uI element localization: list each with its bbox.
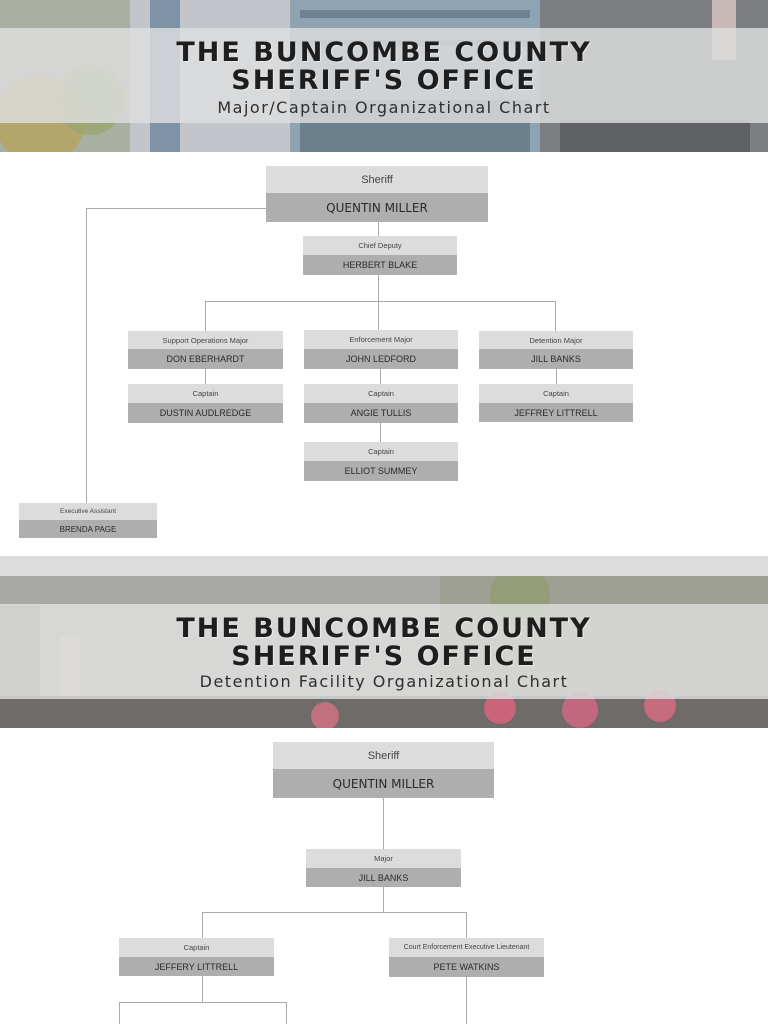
node-role: Support Operations Major (128, 331, 283, 349)
node-role: Enforcement Major (304, 330, 458, 349)
node-major (306, 849, 461, 887)
node-role: Captain (479, 384, 633, 403)
connector (205, 369, 206, 384)
title-strip (0, 604, 768, 699)
node-role: Chief Deputy (303, 236, 457, 255)
title-strip (0, 28, 768, 123)
node-sheriff (266, 166, 488, 222)
connector (119, 1002, 287, 1003)
header-banner-major-captain (0, 0, 768, 152)
connector (380, 369, 381, 384)
node-role: Captain (119, 938, 274, 957)
connector (202, 976, 203, 1002)
banner-subtitle: Detention Facility Organizational Chart (199, 672, 569, 691)
node-role: Captain (128, 384, 283, 403)
banner-title-line2: SHERIFF'S OFFICE (231, 65, 537, 96)
node-role: Captain (304, 442, 458, 461)
node-name: HERBERT BLAKE (303, 255, 457, 275)
connector (556, 369, 557, 384)
node-support-major (128, 331, 283, 369)
node-name: JOHN LEDFORD (304, 349, 458, 369)
connector (555, 301, 556, 331)
connector (119, 1002, 120, 1024)
connector (383, 798, 384, 849)
node-role: Sheriff (273, 742, 494, 769)
node-role: Court Enforcement Executive Lieutenant (389, 938, 544, 957)
banner-title-line1: THE BUNCOMBE COUNTY (176, 613, 592, 644)
connector (378, 222, 379, 236)
connector (466, 912, 467, 938)
node-executive-assistant (19, 503, 157, 538)
node-captain-2 (119, 938, 274, 976)
node-name: JEFFREY LITTRELL (479, 403, 633, 422)
node-name: QUENTIN MILLER (266, 193, 488, 222)
banner-title-line2: SHERIFF'S OFFICE (231, 641, 537, 672)
node-captain-enforcement-2 (304, 442, 458, 481)
node-detention-major (479, 331, 633, 369)
connector (86, 208, 266, 209)
node-role: Detention Major (479, 331, 633, 349)
node-name: JILL BANKS (479, 349, 633, 369)
node-name: ANGIE TULLIS (304, 403, 458, 423)
node-name: JILL BANKS (306, 868, 461, 887)
node-name: QUENTIN MILLER (273, 769, 494, 798)
connector (286, 1002, 287, 1024)
node-enforcement-major (304, 330, 458, 369)
connector (383, 887, 384, 912)
section-divider (0, 556, 768, 576)
node-name: DON EBERHARDT (128, 349, 283, 369)
connector (380, 423, 381, 442)
node-name: DUSTIN AUDLREDGE (128, 403, 283, 423)
connector (378, 275, 379, 330)
connector (205, 301, 556, 302)
connector (202, 912, 467, 913)
node-role: Captain (304, 384, 458, 403)
node-captain-detention (479, 384, 633, 422)
node-court-enforcement (389, 938, 544, 977)
node-role: Executive Assistant (19, 503, 157, 520)
node-captain-support (128, 384, 283, 423)
node-chief-deputy (303, 236, 457, 275)
connector (466, 976, 467, 1024)
connector (205, 301, 206, 331)
node-name: JEFFERY LITTRELL (119, 957, 274, 976)
node-name: ELLIOT SUMMEY (304, 461, 458, 481)
header-banner-detention (0, 576, 768, 728)
node-role: Sheriff (266, 166, 488, 193)
banner-subtitle: Major/Captain Organizational Chart (217, 98, 551, 117)
banner-title-line1: THE BUNCOMBE COUNTY (176, 37, 592, 68)
connector (86, 208, 87, 503)
connector (202, 912, 203, 938)
node-role: Major (306, 849, 461, 868)
node-captain-enforcement-1 (304, 384, 458, 423)
node-name: PETE WATKINS (389, 957, 544, 977)
node-sheriff-2 (273, 742, 494, 798)
node-name: BRENDA PAGE (19, 520, 157, 538)
